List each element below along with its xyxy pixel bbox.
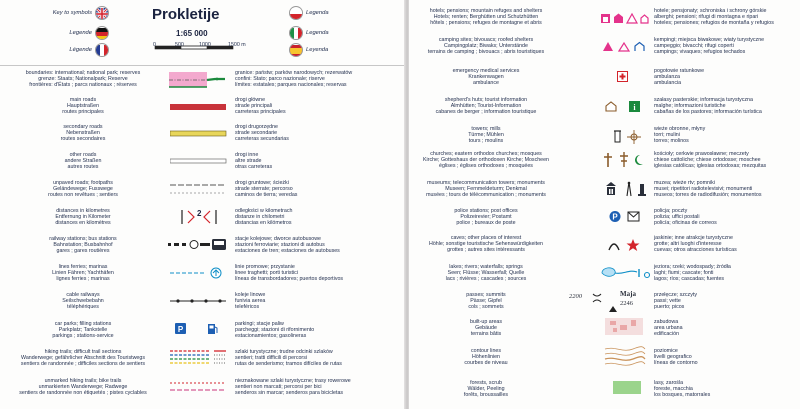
legend-header-en: Key to symbols xyxy=(52,10,92,16)
police-post-icons xyxy=(609,210,641,229)
legend-header-it: Legenda xyxy=(306,30,329,36)
row-passes-text-pl: przełęcze; szczyty passi; vette puerto; picos xyxy=(654,292,697,311)
row-hotels-text-en: hotels; pensions; mountain refuges and shelters Hotels; renten; Berghütten und Schutzhütten hôtels ; pensions; refuges de montagne et abris xyxy=(429,8,543,27)
legend-header-pl: Legenda xyxy=(306,10,329,16)
secondary-road-symbol xyxy=(170,128,228,146)
row-lakes-text-pl: jeziora; rzeki; wodospady; źródła laghi; fiumi; cascate; fonti lagos; ríos; cascadas; fuentes xyxy=(654,264,731,283)
france-flag-icon xyxy=(95,43,109,57)
spain-flag-icon xyxy=(289,43,303,57)
contour-lines-symbol xyxy=(603,343,647,376)
other-road-symbol xyxy=(170,156,228,174)
row-museums-text-en: museums; telecommunication towers; monuments Museen; Fernmeldeturm; Denkmal musées ; tours de télécommunication ; monuments xyxy=(426,180,546,199)
camping-icons xyxy=(602,40,648,59)
unmarked-trail-symbol xyxy=(170,379,228,400)
tower-mill-icons xyxy=(613,128,643,149)
built-up-symbol xyxy=(605,318,645,341)
railway-symbol xyxy=(168,237,230,258)
legend-header-es: Leyenda xyxy=(306,47,329,53)
row-unpaved-roads-text-pl: drogi gruntowe; ścieżki strade sterrate; percorso caminos de tierra; veredas xyxy=(235,180,298,199)
germany-flag-icon xyxy=(95,26,109,40)
row-ferries-text-en: lines ferries; marinas Linien Fähren; Yachthäfen lignes ferries ; marinas xyxy=(52,264,114,283)
ferry-symbol xyxy=(170,265,228,286)
row-forests-text-en: forests, scrub Wälder, Peeling forêts, broussailles xyxy=(463,380,509,399)
row-contours-text-en: contour lines Höhenlinien courbes de niveau xyxy=(464,348,508,367)
row-main-roads-text-pl: drogi główne strade principali carreteras principales xyxy=(235,97,286,116)
legend-header-de: Legende xyxy=(69,30,92,36)
row-forests-text-pl: lasy, zarośla foreste, macchia los bosques, matorrales xyxy=(654,380,711,399)
summit-triangle-icon xyxy=(608,300,618,318)
museum-tower-monument-icons xyxy=(605,180,649,205)
row-unpaved-roads-text-en: unpaved roads; footpaths Geländewege; Fusswege routes non revêtues ; sentiers xyxy=(48,180,118,199)
row-hiking-text-en: hiking trails; difficult trail sections Wanderwege; gefährlicher Abschnitt des Touristwegs sentiers de randonnée ; difficiles sections de sentiers xyxy=(20,349,146,368)
row-unmarked-text-en: unmarked hiking trails; bike trails unmarkierten Wanderwege; Radwege sentiers de randonnée non étiquetés ; pistes cyclables xyxy=(19,378,147,397)
row-camping-text-en: camping sites; bivouacs; roofed shelters Campingplatz; Biwaks; Unterstände terrains de camping ; bivouacs ; abris touristiques xyxy=(427,37,545,56)
row-ferries-text-pl: linie promowe; przystanie linee traghetti; porti turistici líneas de transbordadores; puertos deportivos xyxy=(235,264,344,283)
summit-height-label: 2200 xyxy=(569,293,582,300)
row-museums-text-pl: muzea; wieże rtv; pomniki musei; ripetitori radiotelevisivi; monumenti museos; torres de radiodifusión; monumentos xyxy=(654,180,762,199)
row-police-text-en: police stations; post offices Polizeirevier; Postamt police ; bureaux de poste xyxy=(454,208,518,227)
cable-railway-symbol xyxy=(170,293,228,314)
legend-header-fr: Légende xyxy=(69,47,92,53)
hotel-icons xyxy=(600,12,650,31)
svg-text:P: P xyxy=(177,325,184,334)
row-car-parks-text-pl: parkingi; stacje paliw parcheggi; stazioni di rifornimento estacionamientos; gasolineras xyxy=(235,321,315,340)
row-railway-text-pl: stacje kolejowe; dworce autobusowe stazioni ferroviarie; stazioni di autobus estaciones de tren; estaciones de autobuses xyxy=(235,236,340,255)
forest-symbol xyxy=(613,381,643,400)
unpaved-road-symbol xyxy=(170,181,228,204)
row-medical-text-en: emergency medical services Krankenwagen ambulance xyxy=(452,68,520,87)
church-mosque-icons xyxy=(603,151,649,176)
row-tourist-info-text-pl: szałasy pasterskie; informacja turystyczna malghe; informazioni turistiche cabañas de los pastores; información turística xyxy=(654,97,762,116)
row-towers-text-pl: wieże obronne, młyny torri; mulini torres; molinos xyxy=(654,126,706,145)
scale-tick-0: 0 xyxy=(153,42,156,48)
row-unmarked-text-pl: nieznakowane szlaki turystyczne; trasy rowerowe sentieri non marcati; percorsi per bici senderos sin marcar; senderos para bicicletas xyxy=(235,378,351,397)
row-towers-text-en: towers; mills Türme; Mühlen tours ; moulins xyxy=(468,126,504,145)
scale-tick-500: 500 xyxy=(175,42,184,48)
scale-tick-1500: 1500 m xyxy=(228,42,246,48)
row-car-parks-text-en: car parks; filling stations Parkplatz; Tankstelle parkings ; stations-service xyxy=(52,321,114,340)
row-boundaries-text-en: boundaries: international; national park; reserves grenze: Staats; Nationalpark; Reserve frontières: d'États ; parcs nationaux ; réserves xyxy=(25,70,141,89)
hiking-trail-symbol xyxy=(170,348,228,373)
row-police-text-pl: policja; poczty polizia; uffici postali policía; oficinas de correos xyxy=(654,208,717,227)
boundaries-symbol xyxy=(167,70,229,95)
row-contours-text-pl: poziomice livelli geografico líneas de contorno xyxy=(654,348,698,367)
italy-flag-icon xyxy=(289,26,303,40)
row-hiking-text-pl: szlaki turystyczne; trudne odcinki szlaków sentieri; tratti difficili di percorsi rutas de senderismo; tramos difíciles de rutas xyxy=(235,349,342,368)
row-built-up-text-pl: zabudowa area urbana edificación xyxy=(654,319,683,338)
tourist-info-icons xyxy=(605,100,645,119)
scale-tick-1000: 1000 xyxy=(199,42,211,48)
row-medical-text-pl: pogotowie ratunkowe ambulanza ambulancia xyxy=(654,68,705,87)
row-cable-text-pl: koleje linowe funivia aerea teleféricos xyxy=(235,292,266,311)
main-road-symbol xyxy=(170,101,228,119)
row-built-up-text-en: built-up areas Gebäude terrains bâtis xyxy=(469,319,503,338)
row-caves-text-en: caves; other places of interest Höhle; sonstige touristische Sehenswürdigkeiten grottes ; autres sites intéressants xyxy=(429,235,543,254)
distance-number: 2 xyxy=(197,209,202,218)
row-churches-text-pl: kościoły; cerkwie prawosławne; meczety chiese cattoliche; chiese ortodosse; moschee iglesias católicas; iglesias ortodoxas; mezquitas xyxy=(654,151,767,170)
uk-flag-icon xyxy=(95,6,109,20)
row-passes-text-en: passes; summits Pässe; Gipfel cols ; sommets xyxy=(466,292,506,311)
row-secondary-roads-text-pl: drogi drugorzędne strade secondarie carreteras secundarias xyxy=(235,124,289,143)
right-page xyxy=(409,0,800,409)
ambulance-icon xyxy=(617,70,629,88)
row-tourist-info-text-en: shepherd's huts; tourist information Almhütten; Tourist-Information cabanes de berger ; information touristique xyxy=(435,97,537,116)
row-hotels-text-pl: hotele; pensjonaty; schroniska i schrony górskie alberghi; pensioni; rifugi di montagna e ripari hoteles; pensiones; refugios de montaña y refugios xyxy=(654,8,774,27)
row-churches-text-en: churches; eastern orthodox churches; mosques Kirche; Gotteshaus der orthodoxen Kirche; Moscheen églises ; églises orthodoxes ; mosquées xyxy=(422,151,550,170)
water-features-icons xyxy=(599,263,655,290)
header-divider xyxy=(0,65,404,66)
row-main-roads-text-en: main roads Hauptstraßen routes principales xyxy=(62,97,104,116)
summit-name-label: Maja xyxy=(620,290,636,298)
row-camping-text-pl: kempingi; miejsca biwakowe; wiaty turystyczne campeggio; bivacchi; rifugi coperti campings; vivaques; refugios techados xyxy=(654,37,765,56)
pass-height-label: 2246 xyxy=(620,300,633,307)
row-distances-text-pl: odległości w kilometrach distanze in chilometri distancias en kilómetros xyxy=(235,208,293,227)
row-railway-text-en: railway stations; bus stations Bahnstation; Busbahnhof gares ; gares routières xyxy=(49,236,117,255)
svg-text:P: P xyxy=(612,212,618,222)
svg-text:i: i xyxy=(633,103,636,112)
parking-icon xyxy=(175,322,187,340)
pass-icon xyxy=(591,291,603,310)
row-other-roads-text-en: other roads andere Straßen autres routes xyxy=(64,152,102,171)
row-secondary-roads-text-en: secondary roads Nebenstraßen routes secondaires xyxy=(60,124,106,143)
cave-poi-icons xyxy=(608,238,642,257)
row-distances-text-en: distances in kilometres Entfernung in Kilometer distances en kilomètres xyxy=(55,208,111,227)
row-boundaries-text-pl: granice: państw; parków narodowych; rezerwatów confini: Stato; parco nazionale; riserve límites: estatales; parques nacionales; reservas xyxy=(235,70,353,89)
poland-flag-icon xyxy=(289,6,303,20)
map-title: Prokletije xyxy=(152,6,220,23)
row-caves-text-pl: jaskinie; inne atrakcje turystyczne grotte; altri luoghi d'interesse cuevas; otros atracciones turísticas xyxy=(654,235,737,254)
map-scale: 1:65 000 xyxy=(176,29,208,38)
fuel-station-icon xyxy=(207,322,219,340)
row-lakes-text-en: lakes; rivers; waterfalls; springs Seen; Flüsse; Wasserfall; Quelle lacs ; rivières ; cascades ; sources xyxy=(445,264,527,283)
row-cable-text-en: cable railways Seilschwebebahn téléphériques xyxy=(62,292,104,311)
row-other-roads-text-pl: drogi inne altre strade otras carreteras xyxy=(235,152,273,171)
